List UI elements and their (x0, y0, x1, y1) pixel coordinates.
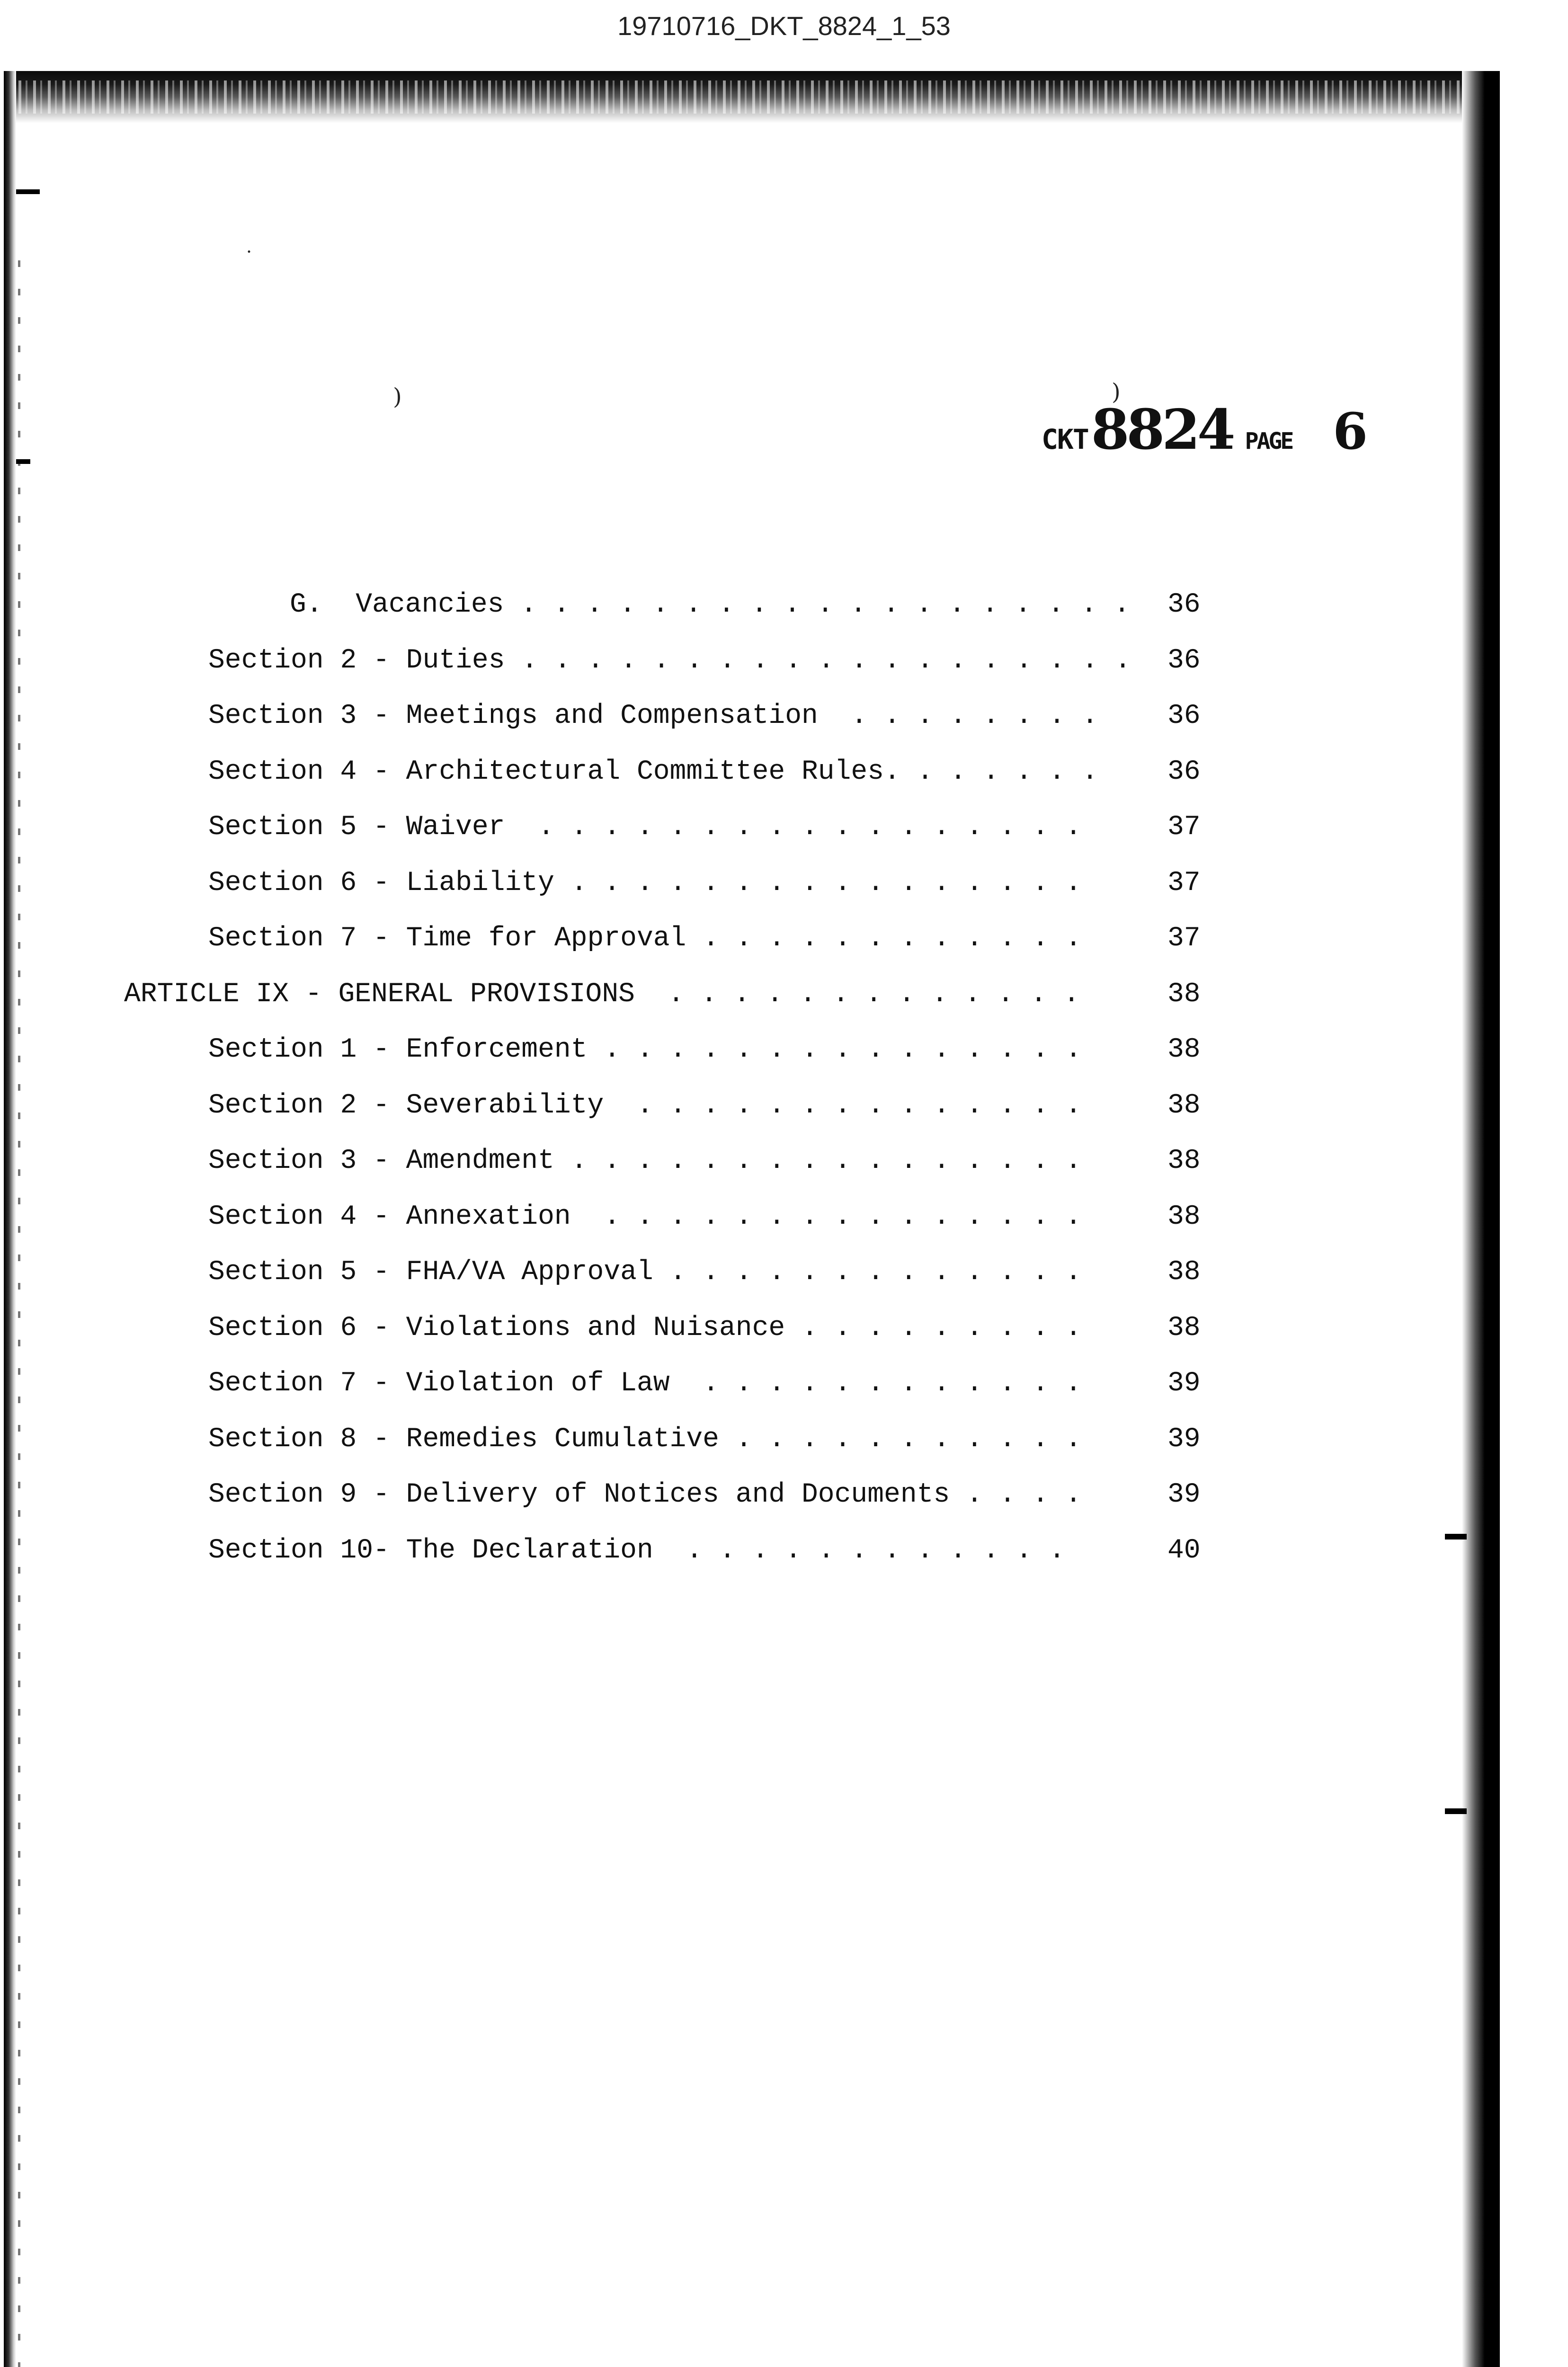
toc-entry-page: 38 (1167, 1257, 1201, 1288)
toc-entry (208, 923, 1082, 961)
right-margin-mark (1445, 1808, 1467, 1814)
docket-page-number: 6 (1333, 401, 1368, 461)
toc-entry (208, 756, 1098, 794)
toc-entry-page: 38 (1167, 1034, 1201, 1065)
toc-entry-page: 39 (1167, 1368, 1201, 1399)
toc-entry-title: Section 3 - Meetings and Compensation . . . . . . . . (208, 701, 1098, 731)
toc-entry-title: Section 7 - Violation of Law . . . . . . . . . . . . (208, 1368, 1082, 1399)
toc-entry-page: 38 (1167, 1201, 1201, 1232)
toc-entry-page: 38 (1167, 1313, 1201, 1344)
toc-entry-page: 36 (1167, 756, 1201, 787)
toc-entry-title: Section 1 - Enforcement . . . . . . . . . . . . . . . (208, 1034, 1082, 1065)
toc-entry-page: 39 (1167, 1424, 1201, 1455)
toc-entry-title: Section 10- The Declaration . . . . . . . . . . . . (208, 1535, 1065, 1566)
document-file-label: 19710716_DKT_8824_1_53 (617, 11, 951, 41)
toc-entry (208, 1201, 1082, 1239)
left-binding-mark (16, 189, 40, 194)
toc-entry-title: Section 7 - Time for Approval . . . . . . . . . . . . (208, 923, 1082, 954)
scan-right-edge (1462, 71, 1500, 2367)
scan-speck: ) (393, 383, 402, 410)
toc-entry-page: 38 (1167, 1090, 1201, 1121)
toc-entry-title: Section 4 - Annexation . . . . . . . . . . . . . . . (208, 1201, 1082, 1232)
scan-speck: · (246, 241, 252, 262)
toc-entry-page: 37 (1167, 923, 1201, 954)
left-binding-mark (16, 459, 30, 464)
toc-entry (208, 1146, 1082, 1184)
toc-entry (208, 868, 1082, 906)
toc-entry (208, 645, 1131, 683)
toc-entry (208, 1257, 1082, 1295)
toc-article-entry (124, 979, 1080, 1017)
toc-entry (208, 1424, 1082, 1462)
docket-stamp (1042, 398, 1368, 462)
toc-entry-title: Section 5 - FHA/VA Approval . . . . . . . . . . . . . (208, 1257, 1082, 1288)
scan-speck: ) (1112, 379, 1121, 405)
toc-entry-title: Section 4 - Architectural Committee Rules. . . . . . . (208, 756, 1098, 787)
toc-entry-page: 36 (1167, 589, 1201, 620)
toc-entry (208, 1313, 1082, 1351)
toc-entry-page: 38 (1167, 979, 1201, 1010)
toc-entry (208, 812, 1082, 850)
toc-entry-title: Section 3 - Amendment . . . . . . . . . . . . . . . . (208, 1146, 1082, 1176)
toc-entry-title: Section 5 - Waiver . . . . . . . . . . . . . . . . . (208, 812, 1082, 843)
toc-entry-page: 36 (1167, 701, 1201, 731)
toc-entry-title: Section 6 - Violations and Nuisance . . . . . . . . . (208, 1313, 1082, 1344)
toc-entry (208, 1034, 1082, 1072)
toc-entry-title: Section 8 - Remedies Cumulative . . . . . . . . . . . (208, 1424, 1082, 1455)
toc-entry (208, 1479, 1082, 1517)
toc-entry (290, 589, 1131, 627)
toc-entry-title: Section 6 - Liability . . . . . . . . . . . . . . . . (208, 868, 1082, 899)
toc-entry (208, 1368, 1082, 1406)
toc-entry-title: Section 9 - Delivery of Notices and Documents . . . . (208, 1479, 1082, 1510)
toc-entry-title: Section 2 - Duties . . . . . . . . . . . . . . . . . . . (208, 645, 1131, 676)
toc-entry-page: 39 (1167, 1479, 1201, 1510)
toc-entry (208, 1090, 1082, 1128)
docket-number: 8824 (1091, 398, 1233, 462)
right-margin-mark (1445, 1534, 1467, 1539)
scan-top-speckle (4, 80, 1500, 114)
toc-entry-page: 36 (1167, 645, 1201, 676)
docket-stamp-prefix: CKT (1042, 423, 1088, 455)
docket-page-label: PAGE (1245, 428, 1292, 454)
toc-entry (208, 701, 1098, 739)
toc-entry-page: 38 (1167, 1146, 1201, 1176)
toc-entry-title: G. Vacancies . . . . . . . . . . . . . . . . . . . (290, 589, 1131, 620)
toc-entry-title: ARTICLE IX - GENERAL PROVISIONS . . . . . . . . . . . . . (124, 979, 1080, 1010)
toc-entry-page: 37 (1167, 868, 1201, 899)
toc-entry (208, 1535, 1065, 1573)
toc-entry-page: 40 (1167, 1535, 1201, 1566)
toc-entry-page: 37 (1167, 812, 1201, 843)
toc-entry-title: Section 2 - Severability . . . . . . . . . . . . . . (208, 1090, 1082, 1121)
